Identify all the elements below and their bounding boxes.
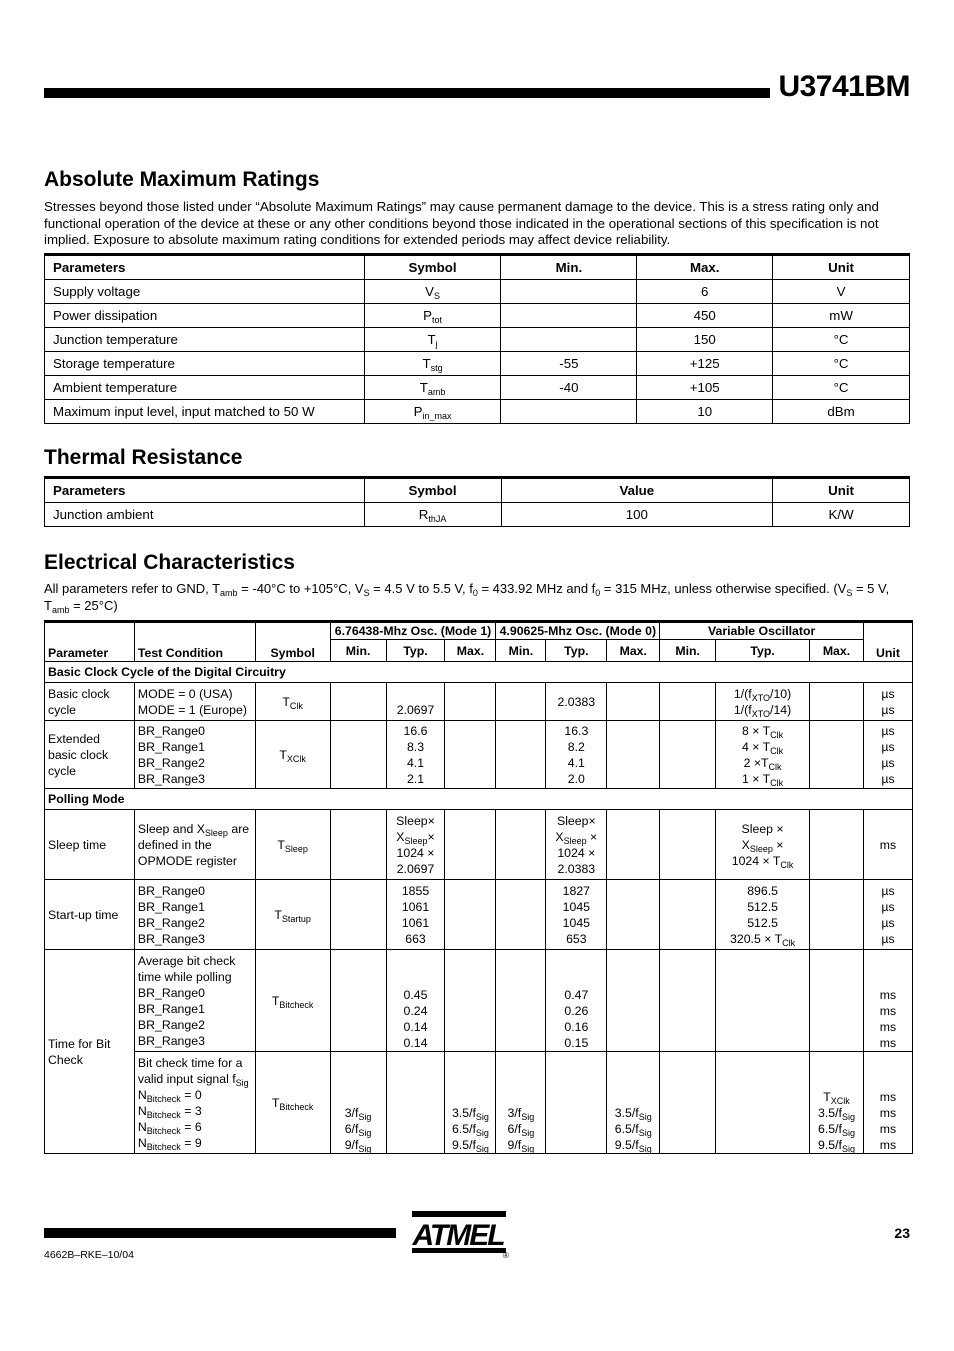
document-title: U3741BM — [778, 70, 910, 103]
amr-symbol: $V_S$ — [364, 280, 501, 304]
test-condition-cell: BR_Range0 BR_Range1 BR_Range2 BR_Range3 — [134, 880, 255, 950]
vmin-cell — [660, 683, 716, 721]
amr-col-min: Min. — [501, 255, 637, 280]
unit-cell: µs µs µs µs — [863, 721, 912, 789]
thermal-value: 100 — [501, 503, 773, 527]
section-basic-clock — [45, 662, 913, 683]
m0max-cell — [607, 810, 660, 880]
section-polling-mode — [45, 789, 913, 810]
m0typ-cell: Sleep× $X_{Sleep}$ × 1024 × 2.0383 — [546, 810, 607, 880]
amr-max: 10 — [637, 400, 773, 424]
m0typ-cell: 0.47 0.26 0.16 0.15 — [546, 950, 607, 1052]
col-max: Max. — [607, 640, 660, 662]
unit-cell: µs µs — [863, 683, 912, 721]
m0min-cell — [496, 950, 546, 1052]
amr-max: +105 — [637, 376, 773, 400]
col-max: Max. — [445, 640, 496, 662]
vmin-cell — [660, 950, 716, 1052]
group-mode1: 6.76438-Mhz Osc. (Mode 1) — [330, 622, 496, 640]
test-condition-cell: Sleep and $X_{Sleep}$ are defined in the OPMODE register — [134, 810, 255, 880]
param-cell: Extended basic clock cycle — [45, 721, 135, 789]
document-number: 4662B–RKE–10/04 — [44, 1249, 134, 1261]
amr-unit: °C — [773, 328, 910, 352]
symbol-cell: $T_{Startup}$ — [255, 880, 330, 950]
col-typ: Typ. — [386, 640, 445, 662]
symbol-cell: $T_{Sleep}$ — [255, 810, 330, 880]
vtyp-cell: $1/(f_{XTO}/10)$ $1/(f_{XTO}/14)$ — [716, 683, 810, 721]
col-parameter: Parameter — [45, 622, 135, 662]
col-test-condition: Test Condition — [134, 622, 255, 662]
thermal-col-unit: Unit — [773, 478, 910, 503]
vtyp-cell: Sleep × $X_{Sleep}$ × $1024 \times T_{Clk}$ — [716, 810, 810, 880]
amr-param: Power dissipation — [45, 304, 365, 328]
thermal-symbol: $R_{thJA}$ — [364, 503, 501, 527]
table-row — [45, 503, 910, 527]
amr-param: Maximum input level, input matched to 50 W — [45, 400, 365, 424]
amr-symbol: $P_{tot}$ — [364, 304, 501, 328]
param-cell: Sleep time — [45, 810, 135, 880]
elec-heading: Electrical Characteristics — [44, 551, 295, 574]
m0max-cell — [607, 950, 660, 1052]
amr-param: Ambient temperature — [45, 376, 365, 400]
vmin-cell — [660, 810, 716, 880]
table-row — [45, 880, 913, 950]
m1typ-cell: 1855 1061 1061 663 — [386, 880, 445, 950]
amr-symbol: $T_j$ — [364, 328, 501, 352]
thermal-unit: K/W — [773, 503, 910, 527]
m0typ-cell: 2.0383 — [546, 683, 607, 721]
unit-cell: ms — [863, 810, 912, 880]
table-row — [45, 304, 910, 328]
amr-col-symbol: Symbol — [364, 255, 501, 280]
table-row — [45, 400, 910, 424]
m1min-cell — [330, 880, 386, 950]
amr-symbol: $P_{in\_max}$ — [364, 400, 501, 424]
m0max-cell: $3.5/f_{Sig}$ $6.5/f_{Sig}$ $9.5/f_{Sig}$ — [607, 1052, 660, 1154]
thermal-heading: Thermal Resistance — [44, 446, 243, 469]
table-row — [45, 721, 913, 789]
amr-max: 150 — [637, 328, 773, 352]
amr-col-unit: Unit — [773, 255, 910, 280]
symbol-cell: $T_{Bitcheck}$ — [255, 1052, 330, 1154]
param-cell: Basic clock cycle — [45, 683, 135, 721]
m1max-cell — [445, 721, 496, 789]
m0min-cell — [496, 810, 546, 880]
section-basic-clock-label: Basic Clock Cycle of the Digital Circuitry — [45, 662, 913, 683]
amr-min: -55 — [501, 352, 637, 376]
group-mode0: 4.90625-Mhz Osc. (Mode 0) — [496, 622, 660, 640]
m1min-cell — [330, 950, 386, 1052]
table-row — [45, 950, 913, 1052]
m1typ-cell — [386, 1052, 445, 1154]
vmin-cell — [660, 880, 716, 950]
thermal-col-parameters: Parameters — [45, 478, 365, 503]
group-variable: Variable Oscillator — [660, 622, 864, 640]
vmax-cell — [810, 950, 864, 1052]
table-row — [45, 328, 910, 352]
col-min: Min. — [660, 640, 716, 662]
vmin-cell — [660, 721, 716, 789]
m1typ-cell: 0.45 0.24 0.14 0.14 — [386, 950, 445, 1052]
amr-unit: mW — [773, 304, 910, 328]
col-typ: Typ. — [716, 640, 810, 662]
amr-min: -40 — [501, 376, 637, 400]
m0typ-cell — [546, 1052, 607, 1154]
thermal-col-symbol: Symbol — [364, 478, 501, 503]
header-rule — [44, 88, 770, 98]
unit-cell: ms ms ms ms — [863, 1052, 912, 1154]
amr-symbol: $T_{amb}$ — [364, 376, 501, 400]
amr-table — [44, 253, 910, 424]
thermal-param: Junction ambient — [45, 503, 365, 527]
m1typ-cell: Sleep× $X_{Sleep}\times$ 1024 × 2.0697 — [386, 810, 445, 880]
vtyp-cell: $8 \times T_{Clk}$ $4 \times T_{Clk}$ $2 \times T_{Clk}$ $1 \times T_{Clk}$ — [716, 721, 810, 789]
amr-unit: V — [773, 280, 910, 304]
svg-text:ATMEL: ATMEL — [412, 1219, 504, 1252]
m1min-cell: $3/f_{Sig}$ $6/f_{Sig}$ $9/f_{Sig}$ — [330, 1052, 386, 1154]
symbol-cell: $T_{Clk}$ — [255, 683, 330, 721]
m1max-cell — [445, 810, 496, 880]
amr-col-max: Max. — [637, 255, 773, 280]
vmax-cell — [810, 810, 864, 880]
symbol-cell: $T_{XClk}$ — [255, 721, 330, 789]
m1typ-cell: 2.0697 — [386, 683, 445, 721]
col-min: Min. — [496, 640, 546, 662]
unit-cell: µs µs µs µs — [863, 880, 912, 950]
col-max: Max. — [810, 640, 864, 662]
amr-unit: °C — [773, 376, 910, 400]
m1max-cell — [445, 683, 496, 721]
thermal-col-value: Value — [501, 478, 773, 503]
amr-max: 450 — [637, 304, 773, 328]
amr-intro: Stresses beyond those listed under “Absolute Maximum Ratings” may cause permanent damage to the device. This is a stress rating only and functional operation of the device at these or any other conditions beyond those indicated in the operational sections of this specification is not implied. Exposure to absolute maximum rating conditions for extended periods may affect device reliability. — [44, 199, 879, 247]
m0typ-cell: 1827 1045 1045 653 — [546, 880, 607, 950]
vtyp-cell — [716, 1052, 810, 1154]
amr-param: Supply voltage — [45, 280, 365, 304]
m1min-cell — [330, 721, 386, 789]
table-row — [45, 376, 910, 400]
col-typ: Typ. — [546, 640, 607, 662]
atmel-logo — [408, 1208, 510, 1258]
m0min-cell — [496, 683, 546, 721]
m0max-cell — [607, 683, 660, 721]
param-cell: Start-up time — [45, 880, 135, 950]
table-row — [45, 1052, 913, 1154]
vmax-cell — [810, 880, 864, 950]
m0min-cell — [496, 880, 546, 950]
amr-unit: °C — [773, 352, 910, 376]
page-number: 23 — [894, 1225, 910, 1241]
m1min-cell — [330, 683, 386, 721]
amr-symbol: $T_{stg}$ — [364, 352, 501, 376]
amr-min — [501, 328, 637, 352]
test-condition-cell: MODE = 0 (USA) MODE = 1 (Europe) — [134, 683, 255, 721]
amr-param: Storage temperature — [45, 352, 365, 376]
amr-heading: Absolute Maximum Ratings — [44, 168, 320, 191]
m1max-cell: $3.5/f_{Sig}$ $6.5/f_{Sig}$ $9.5/f_{Sig}$ — [445, 1052, 496, 1154]
m1max-cell — [445, 880, 496, 950]
param-cell: Time for Bit Check — [45, 950, 135, 1154]
table-row — [45, 683, 913, 721]
elec-intro: All parameters refer to GND, $T_{amb} = -40^\circ C$ to +105°C, $V_S = 4.5$ V to 5.5 V, $f_0 = 433.92$ MHz and $f_0 = 315$ MHz, unless otherwise specified. ($V_S = 5$ V, $T_{amb} = 25^\circ C$) — [44, 581, 890, 615]
m0max-cell — [607, 721, 660, 789]
col-symbol: Symbol — [255, 622, 330, 662]
vmax-cell: $T_{XClk}$ $3.5/f_{Sig}$ $6.5/f_{Sig}$ $9.5/f_{Sig}$ — [810, 1052, 864, 1154]
col-unit: Unit — [863, 622, 912, 662]
thermal-table — [44, 476, 910, 527]
vtyp-cell: 896.5 512.5 512.5 $320.5 \times T_{Clk}$ — [716, 880, 810, 950]
test-condition-cell: Average bit check time while polling BR_Range0 BR_Range1 BR_Range2 BR_Range3 — [134, 950, 255, 1052]
vmax-cell — [810, 721, 864, 789]
vmax-cell — [810, 683, 864, 721]
table-row — [45, 810, 913, 880]
symbol-cell: $T_{Bitcheck}$ — [255, 950, 330, 1052]
table-row — [45, 352, 910, 376]
vmin-cell — [660, 1052, 716, 1154]
m0min-cell — [496, 721, 546, 789]
amr-col-parameters: Parameters — [45, 255, 365, 280]
test-condition-cell: BR_Range0 BR_Range1 BR_Range2 BR_Range3 — [134, 721, 255, 789]
m1max-cell — [445, 950, 496, 1052]
m0typ-cell: 16.3 8.2 4.1 2.0 — [546, 721, 607, 789]
m0min-cell: $3/f_{Sig}$ $6/f_{Sig}$ $9/f_{Sig}$ — [496, 1052, 546, 1154]
vtyp-cell — [716, 950, 810, 1052]
amr-min — [501, 304, 637, 328]
footer-rule — [44, 1228, 396, 1238]
amr-min — [501, 280, 637, 304]
amr-max: 6 — [637, 280, 773, 304]
m0max-cell — [607, 880, 660, 950]
m1min-cell — [330, 810, 386, 880]
amr-min — [501, 400, 637, 424]
amr-max: +125 — [637, 352, 773, 376]
amr-unit: dBm — [773, 400, 910, 424]
table-row — [45, 280, 910, 304]
test-condition-cell: Bit check time for a valid input signal $f_{Sig}$ $N_{Bitcheck} = 0$ $N_{Bitcheck} = 3$ $N_{Bitcheck} = 6$ $N_{Bitcheck} = 9$ — [134, 1052, 255, 1154]
amr-param: Junction temperature — [45, 328, 365, 352]
section-polling-mode-label: Polling Mode — [45, 789, 913, 810]
col-min: Min. — [330, 640, 386, 662]
unit-cell: ms ms ms ms — [863, 950, 912, 1052]
elec-table — [44, 620, 913, 1154]
svg-text:®: ® — [503, 1251, 509, 1258]
m1typ-cell: 16.6 8.3 4.1 2.1 — [386, 721, 445, 789]
